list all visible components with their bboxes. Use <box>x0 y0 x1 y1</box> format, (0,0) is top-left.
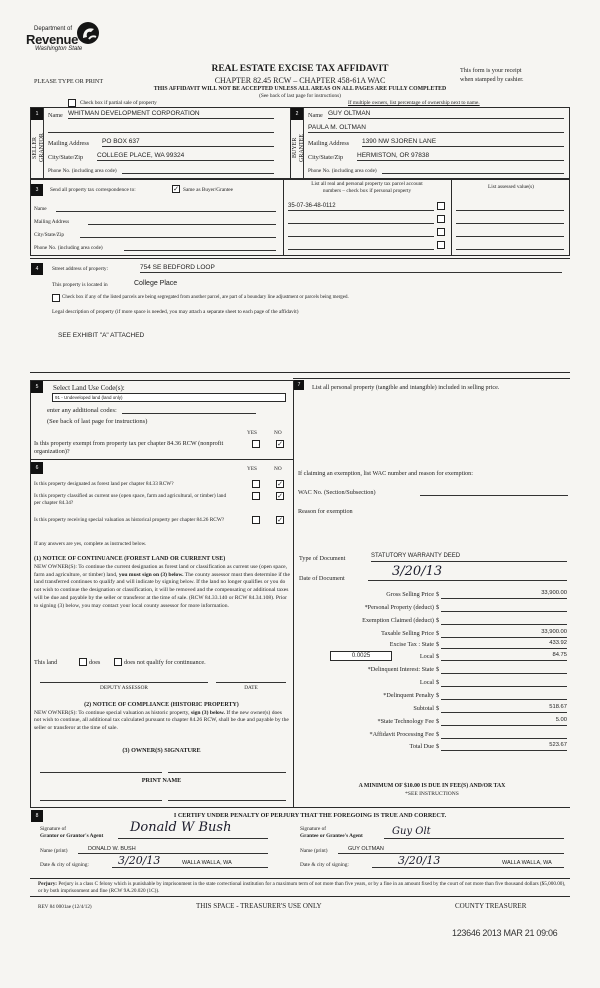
seller-side-label: SELLER GRANTOR <box>32 133 45 163</box>
s3-city-field[interactable] <box>80 230 276 238</box>
seller-name-field[interactable]: WHITMAN DEVELOPMENT CORPORATION <box>68 110 274 119</box>
perjury-rule <box>30 896 570 897</box>
section-1-number: 1 <box>31 108 43 120</box>
currency-symbol: $ <box>436 692 440 699</box>
buyer-side-label: BUYER GRANTEE <box>292 134 305 162</box>
s3-name-field[interactable] <box>56 204 276 212</box>
land-use-label: Select Land Use Code(s): <box>53 384 125 392</box>
logo-line1: Department of <box>34 26 73 32</box>
owner-signature-line-1[interactable] <box>40 772 162 773</box>
excise-tax-local-field[interactable]: 84.75 <box>441 652 567 661</box>
current-use-question: Is this property classified as current use (open space, farm and agricultural, or timber) land per chapter 84.34? <box>34 493 227 506</box>
grantee-date-city-field[interactable] <box>372 855 564 868</box>
s3-phone-label: Phone No. (including area code) <box>34 245 103 251</box>
buyer-name-label: Name <box>308 112 323 119</box>
seller-city-field[interactable]: COLLEGE PLACE, WA 99324 <box>97 152 274 161</box>
owner-signature-title: (3) OWNER(S) SIGNATURE <box>122 747 201 754</box>
delinquent-interest-local-field[interactable] <box>441 678 567 687</box>
exempt-no-checkbox[interactable]: ✓ <box>277 440 283 448</box>
cashier-stamp: 123646 2013 MAR 21 09:06 <box>452 928 558 938</box>
s5-yes-header: YES <box>247 430 258 436</box>
grantor-date: 3/20/13 <box>118 854 161 867</box>
grantee-date-city-label: Date & city of signing: <box>300 862 349 868</box>
amount-label: Total Due <box>409 743 434 750</box>
treasurer-use-label: THIS SPACE - TREASURER'S USE ONLY <box>196 902 322 910</box>
amount-label: Local <box>419 679 434 686</box>
currency-symbol: $ <box>436 666 440 673</box>
does-not-qualify-checkbox[interactable] <box>114 658 122 666</box>
currency-symbol: $ <box>436 705 440 712</box>
deputy-assessor-label: DEPUTY ASSESSOR <box>100 685 148 691</box>
forest-yes-checkbox[interactable] <box>252 480 260 488</box>
s3-name-label: Name <box>34 206 47 212</box>
historical-no-checkbox[interactable]: ✓ <box>277 516 283 524</box>
section-4-top-rule <box>30 258 570 259</box>
current-use-no-checkbox[interactable]: ✓ <box>277 492 283 500</box>
parcel-2-personal-checkbox[interactable] <box>437 215 445 223</box>
form-id: REV 84 0001ae (12/4/12) <box>38 904 92 910</box>
parcel-4-personal-checkbox[interactable] <box>437 241 445 249</box>
currency-symbol: $ <box>436 630 440 637</box>
section-2-number: 2 <box>291 108 303 120</box>
s3-mailing-label: Mailing Address <box>34 219 70 225</box>
form-title: REAL ESTATE EXCISE TAX AFFIDAVIT <box>211 64 389 74</box>
does-qualify-checkbox[interactable] <box>79 658 87 666</box>
parcel-field-2[interactable] <box>288 216 434 224</box>
buyer-phone-field[interactable] <box>382 166 564 174</box>
seller-phone-field[interactable] <box>122 166 274 174</box>
notice-compliance-title: (2) NOTICE OF COMPLIANCE (HISTORIC PROPERTY) <box>84 702 239 708</box>
buyer-mailing-label: Mailing Address <box>308 140 350 147</box>
located-in-field[interactable]: College Place <box>134 280 178 287</box>
amount-label: *Personal Property (deduct) <box>364 604 434 611</box>
exemption-reason-label: Reason for exemption <box>298 508 353 515</box>
state-technology-fee-field[interactable]: 5.00 <box>441 717 567 726</box>
county-treasurer-label: COUNTY TREASURER <box>455 902 527 910</box>
section-7-number: 7 <box>294 380 304 390</box>
amount-label: Subtotal <box>413 705 434 712</box>
completion-warning: THIS AFFIDAVIT WILL NOT BE ACCEPTED UNLESS ALL AREAS ON ALL PAGES ARE FULLY COMPLETED <box>153 86 447 92</box>
s5-no-header: NO <box>274 430 282 436</box>
legal-description-label: Legal description of property (if more space is needed, you may attach a separate sheet to each page of the affidavit) <box>52 309 299 315</box>
send-correspondence-label: Send all property tax correspondence to: <box>50 187 136 193</box>
dor-logo <box>26 16 96 64</box>
excise-tax-state-field[interactable]: 433.92 <box>441 640 567 649</box>
land-use-select[interactable]: 91 - Undeveloped land (land only) <box>52 393 286 402</box>
assessed-field-2[interactable] <box>456 216 564 224</box>
personal-property-deduct-field[interactable] <box>441 603 567 612</box>
street-address-field[interactable]: 754 SE BEDFORD LOOP <box>140 264 562 273</box>
seller-mailing-label: Mailing Address <box>48 140 90 147</box>
see-instructions-note: *SEE INSTRUCTIONS <box>405 791 459 797</box>
total-due-field[interactable]: 523.67 <box>441 742 567 751</box>
grantor-date-city-label: Date & city of signing: <box>40 862 89 868</box>
assessor-date-line[interactable] <box>216 682 286 683</box>
currency-symbol: $ <box>436 718 440 725</box>
partial-sale-checkbox[interactable] <box>68 99 76 107</box>
exempt-question: Is this property exempt from property tax per chapter 84.36 RCW (nonprofit organization)? <box>34 440 224 455</box>
same-as-buyer-label: Same as Buyer/Grantee <box>183 187 234 193</box>
wac-label: WAC No. (Section/Subsection) <box>298 489 376 496</box>
street-address-label: Street address of property: <box>52 266 109 272</box>
grantor-name-label: Name (print) <box>40 848 68 854</box>
segregated-checkbox[interactable] <box>52 294 60 302</box>
certify-statement: I CERTIFY UNDER PENALTY OF PERJURY THAT THE FOREGOING IS TRUE AND CORRECT. <box>173 812 447 819</box>
logo-line3: Washington State <box>35 46 83 52</box>
located-in-label: This property is located in <box>52 282 108 288</box>
currency-symbol: $ <box>436 679 440 686</box>
multiple-owners-note: If multiple owners, list percentage of ownership next to name. <box>348 100 480 106</box>
seller-name-label: Name <box>48 112 63 119</box>
historical-question: Is this property receiving special valuation as historical property per chapter 84.26 RCW? <box>34 517 225 523</box>
section-8-bottom-rule <box>30 878 570 879</box>
doc-type-label: Type of Document <box>299 555 346 562</box>
doc-type-field[interactable]: STATUTORY WARRANTY DEED <box>371 553 567 562</box>
amount-label: *Affidavit Processing Fee <box>369 731 434 738</box>
exemption-claimed-field[interactable] <box>441 616 567 625</box>
parcel-1-personal-checkbox[interactable] <box>437 202 445 210</box>
s6-yes-header: YES <box>247 466 258 472</box>
receipt-note-2: when stamped by cashier. <box>460 76 524 83</box>
seller-city-label: City/State/Zip <box>48 154 84 161</box>
seller-name-field-2[interactable] <box>48 124 274 133</box>
gross-selling-price-field[interactable]: 33,900.00 <box>441 590 567 599</box>
left-col-left-border <box>30 380 31 808</box>
exempt-yes-checkbox[interactable] <box>252 440 260 448</box>
does-not-qualify-label: does not qualify for continuance. <box>124 659 206 666</box>
minimum-due-note: A MINIMUM OF $10.00 IS DUE IN FEE(S) AND/OR TAX <box>358 783 506 789</box>
parcel-field-1[interactable]: 35-07-36-48-0112 <box>288 203 434 211</box>
affidavit-processing-fee-field[interactable] <box>441 730 567 739</box>
assessed-header: List assessed value(s) <box>488 184 534 190</box>
amount-label: Taxable Selling Price <box>381 630 434 637</box>
grantee-sig-label-1: Signature of <box>300 826 327 832</box>
buyer-name-field[interactable]: GUY OLTMAN <box>328 110 564 119</box>
legal-description-field[interactable]: SEE EXHIBIT "A" ATTACHED <box>58 332 145 339</box>
owner-signature-line-2[interactable] <box>168 772 286 773</box>
parcel-header: List all real and personal property tax parcel account numbers – check box if personal property <box>311 181 423 194</box>
currency-symbol: $ <box>436 743 440 750</box>
historical-yes-checkbox[interactable] <box>252 516 260 524</box>
section-4-bottom-rule <box>30 372 570 373</box>
additional-codes-field[interactable] <box>122 406 256 414</box>
does-qualify-label: does <box>89 659 101 666</box>
grantor-sig-label-1: Signature of <box>40 826 67 832</box>
subtotal-field[interactable]: 518.67 <box>441 704 567 713</box>
perjury-notice: Perjury: Perjury is a class C felony which is punishable by imprisonment in the state correctional institution for a maximum term of not more than five years, or by a fine in an amount fixed by the court of not more than five thousand dollars ($5,000.00), or by both imprisonment and fine (RCW 9A.20.020 (1C)). <box>38 881 566 894</box>
if-yes-note: If any answers are yes, complete as instructed below. <box>34 541 147 547</box>
grantee-signature-field[interactable]: Guy Olt <box>384 826 564 839</box>
buyer-city-label: City/State/Zip <box>308 154 344 161</box>
section-8-top-rule <box>30 807 570 808</box>
s3-phone-field[interactable] <box>124 243 276 251</box>
section-5-number: 5 <box>31 381 43 393</box>
buyer-phone-label: Phone No. (including area code) <box>308 168 377 174</box>
delinquent-interest-state-field[interactable] <box>441 665 567 674</box>
current-use-yes-checkbox[interactable] <box>252 492 260 500</box>
dor-swirl-icon <box>76 21 100 45</box>
amount-label: Excise Tax : State <box>389 641 434 648</box>
seller-mailing-field[interactable]: PO BOX 637 <box>102 138 274 147</box>
currency-symbol: $ <box>436 653 440 660</box>
segregated-label: Check box if any of the listed parcels are being segregated from another parcel, are part of a boundary line adjustment or parcels being merged. <box>62 295 349 300</box>
amount-label: Local <box>419 653 434 660</box>
grantee-name-field[interactable]: GUY OLTMAN <box>338 846 564 854</box>
land-use-instructions: (See back of last page for instructions) <box>47 418 148 425</box>
notice-continuance-text: NEW OWNER(S): To continue the current designation as forest land or classification as current use (open space, farm and agriculture, or timber) land, you must sign on (3) below. The county assessor must then determine if the land transferred continues to qualify and will indicate by signing below. If the land no longer qualifies or you do not wish to continue the designation or classification, it will be removed and the compensating or additional taxes will be due and payable by the seller or transferor at the time of sale. (RCW 84.33.140 or RCW 84.34.108). Prior to signing (3) below, you may contact your local county assessor for more information. <box>34 564 290 609</box>
buyer-name-field-2[interactable]: PAULA M. OLTMAN <box>308 124 564 133</box>
section-3-divider-2 <box>451 179 452 256</box>
s6-no-header: NO <box>274 466 282 472</box>
parcel-field-3[interactable] <box>288 229 434 237</box>
amount-label: *Delinquent Interest: State <box>367 666 434 673</box>
currency-symbol: $ <box>436 617 440 624</box>
logo-line2: Revenue <box>26 32 79 47</box>
additional-codes-label: enter any additional codes: <box>47 407 117 414</box>
amount-label: Exemption Claimed (deduct) <box>362 617 434 624</box>
currency-symbol: $ <box>436 731 440 738</box>
grantor-signature-field[interactable]: Donald W Bush <box>118 818 268 839</box>
buyer-city-field[interactable]: HERMISTON, OR 97838 <box>357 152 564 161</box>
assessed-field-1[interactable] <box>456 203 564 211</box>
grantee-city: WALLA WALLA, WA <box>502 860 552 866</box>
section-3-number: 3 <box>31 184 43 196</box>
grantor-sig-label-2: Grantor or Grantor's Agent <box>40 833 104 839</box>
grantor-name-field[interactable]: DONALD W. BUSH <box>78 846 268 854</box>
s3-mailing-field[interactable] <box>88 217 276 225</box>
grantee-name-label: Name (print) <box>300 848 328 854</box>
please-type-label: PLEASE TYPE OR PRINT <box>34 78 104 85</box>
grantee-sig-label-2: Grantee or Grantee's Agent <box>300 833 363 839</box>
section-4-number: 4 <box>31 263 43 275</box>
parcel-3-personal-checkbox[interactable] <box>437 228 445 236</box>
receipt-note-1: This form is your receipt <box>460 67 522 74</box>
print-name-label: PRINT NAME <box>141 777 182 784</box>
forest-land-question: Is this property designated as forest land per chapter 84.33 RCW? <box>34 481 174 487</box>
taxable-selling-price-field[interactable]: 33,900.00 <box>441 629 567 638</box>
currency-symbol: $ <box>436 591 440 598</box>
doc-date-field[interactable]: 3/20/13 <box>368 564 567 581</box>
form-subtitle: CHAPTER 82.45 RCW – CHAPTER 458-61A WAC <box>214 76 386 85</box>
amount-label: *Delinquent Penalty <box>383 692 434 699</box>
buyer-mailing-field[interactable]: 1390 NW SJOREN LANE <box>362 138 564 147</box>
seller-phone-label: Phone No. (including area code) <box>48 168 117 174</box>
s3-city-label: City/State/Zip <box>34 232 65 238</box>
center-divider <box>293 380 294 808</box>
notice-continuance-title: (1) NOTICE OF CONTINUANCE (FOREST LAND OR CURRENT USE) <box>34 556 226 562</box>
delinquent-penalty-field[interactable] <box>441 691 567 700</box>
forest-no-checkbox[interactable]: ✓ <box>277 480 283 488</box>
local-rate-field[interactable]: 0.0025 <box>330 651 392 661</box>
section-6-number: 6 <box>31 462 43 474</box>
print-name-line-1[interactable] <box>40 800 162 801</box>
grantor-date-city-field[interactable] <box>112 855 268 868</box>
exemption-label: If claiming an exemption, list WAC number and reason for exemption: <box>298 470 473 477</box>
personal-property-label: List all personal property (tangible and intangible) included in selling price. <box>312 384 500 391</box>
assessed-field-4[interactable] <box>456 242 564 250</box>
print-name-line-2[interactable] <box>168 800 286 801</box>
section-5-top-rule <box>30 380 293 381</box>
currency-symbol: $ <box>436 641 440 648</box>
partial-sale-label: Check box if partial sale of property <box>80 100 157 106</box>
wac-field[interactable] <box>420 487 568 496</box>
parcel-field-4[interactable] <box>288 242 434 250</box>
amount-label: Gross Selling Price <box>386 591 434 598</box>
grantor-city: WALLA WALLA, WA <box>182 860 232 866</box>
assessed-field-3[interactable] <box>456 229 564 237</box>
deputy-assessor-line[interactable] <box>40 682 208 683</box>
amount-label: *State Technology Fee <box>377 718 434 725</box>
notice-compliance-text: NEW OWNER(S): To continue special valuation as historic property, sign (3) below. If the new owner(s) does not wish to continue, all additional tax calculated pursuant to chapter 84.26 RCW, shall be due and payable by the seller or transferor at the time of sale. <box>34 710 289 731</box>
currency-symbol: $ <box>436 604 440 611</box>
doc-date-label: Date of Document <box>299 575 345 582</box>
section-7-top-rule <box>293 378 570 379</box>
grantee-date: 3/20/13 <box>398 854 441 867</box>
same-as-buyer-checkbox[interactable]: ✓ <box>173 185 179 193</box>
section-6-top-rule <box>30 459 293 460</box>
this-land-label: This land <box>34 659 58 666</box>
assessor-date-label: DATE <box>244 685 258 691</box>
section-8-number: 8 <box>31 810 43 822</box>
instructions-note: (See back of last page for instructions) <box>259 93 341 99</box>
